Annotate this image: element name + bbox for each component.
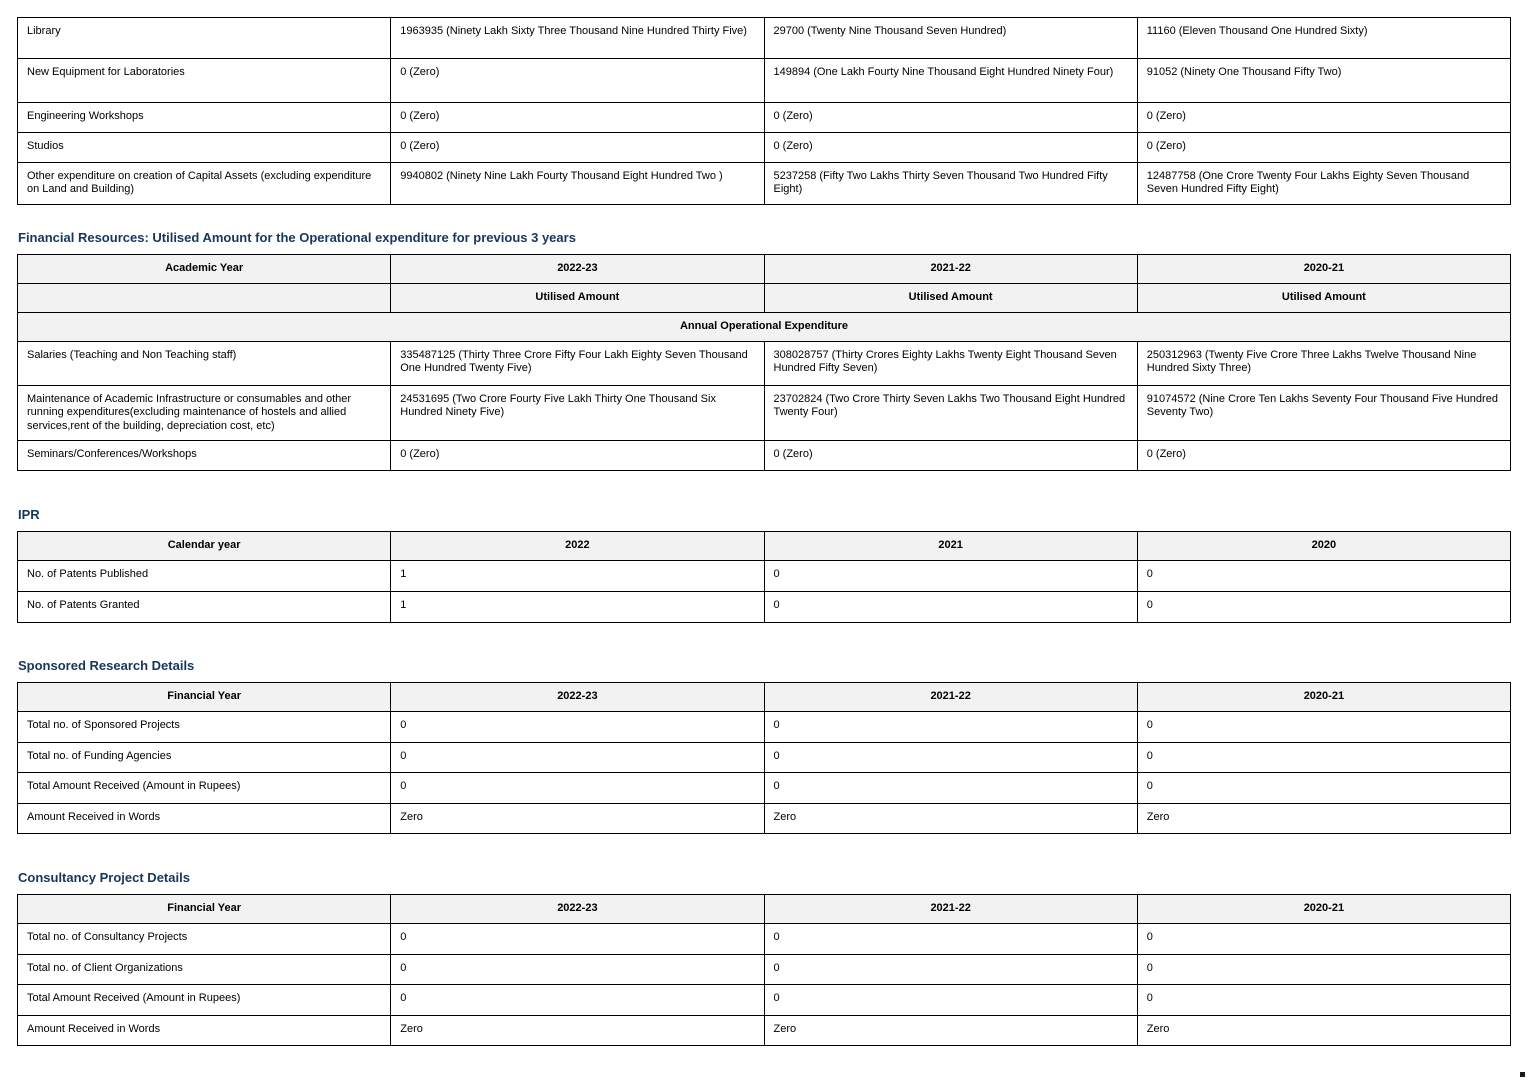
value-cell: 0 — [764, 743, 1137, 773]
header-row — [18, 532, 1511, 561]
row-label-cell: Engineering Workshops — [18, 103, 391, 133]
value-cell: 0 (Zero) — [1137, 103, 1510, 133]
column-header-cell: Financial Year — [18, 683, 391, 712]
table-row — [18, 955, 1511, 985]
column-header-cell: Calendar year — [18, 532, 391, 561]
group-header-cell: Annual Operational Expenditure — [18, 313, 1511, 342]
capital-assets-table — [17, 17, 1511, 205]
value-cell: 1963935 (Ninety Lakh Sixty Three Thousand Nine Hundred Thirty Five) — [391, 18, 764, 59]
table-row — [18, 59, 1511, 103]
table-row — [18, 342, 1511, 386]
value-cell: 0 (Zero) — [391, 133, 764, 163]
row-label-cell: Salaries (Teaching and Non Teaching staff) — [18, 342, 391, 386]
value-cell: 335487125 (Thirty Three Crore Fifty Four Lakh Eighty Seven Thousand One Hundred Twenty Five) — [391, 342, 764, 386]
row-label-cell: Total no. of Sponsored Projects — [18, 712, 391, 743]
section-heading-financial-resources: Financial Resources: Utilised Amount for the Operational expenditure for previous 3 years — [18, 230, 576, 245]
empty-header-cell — [18, 284, 391, 313]
value-cell: 0 (Zero) — [391, 441, 764, 471]
value-cell: 0 — [764, 712, 1137, 743]
value-cell: 0 — [391, 773, 764, 804]
value-cell: 0 — [1137, 985, 1510, 1016]
value-cell: Zero — [1137, 804, 1510, 834]
value-cell: 0 — [1137, 712, 1510, 743]
value-cell: 0 — [764, 985, 1137, 1016]
value-cell: 0 — [1137, 743, 1510, 773]
year-header-cell: 2020-21 — [1137, 255, 1510, 284]
row-label-cell: Maintenance of Academic Infrastructure or consumables and other running expenditures(excluding maintenance of hostels and allied services,rent of the building, depreciation cost, etc) — [18, 386, 391, 441]
value-cell: 0 (Zero) — [391, 59, 764, 103]
value-cell: 0 — [764, 924, 1137, 955]
section-heading-ipr: IPR — [18, 507, 40, 522]
operational-expenditure-table — [17, 254, 1511, 471]
header-row — [18, 683, 1511, 712]
section-heading-consultancy: Consultancy Project Details — [18, 870, 190, 885]
value-cell: 0 — [391, 924, 764, 955]
page-corner-artifact — [1520, 1072, 1525, 1077]
value-cell: 0 (Zero) — [764, 133, 1137, 163]
table-row — [18, 1016, 1511, 1046]
table-row — [18, 133, 1511, 163]
value-cell: 0 — [391, 955, 764, 985]
utilised-amount-header-cell: Utilised Amount — [1137, 284, 1510, 313]
year-header-cell: 2020-21 — [1137, 683, 1510, 712]
table-row — [18, 386, 1511, 441]
value-cell: 0 (Zero) — [1137, 133, 1510, 163]
year-header-cell: 2022 — [391, 532, 764, 561]
row-label-cell: No. of Patents Published — [18, 561, 391, 592]
value-cell: 91052 (Ninety One Thousand Fifty Two) — [1137, 59, 1510, 103]
sub-header-row — [18, 284, 1511, 313]
consultancy-project-table — [17, 894, 1511, 1046]
value-cell: 0 — [391, 712, 764, 743]
group-header-row — [18, 313, 1511, 342]
year-header-cell: 2022-23 — [391, 895, 764, 924]
value-cell: 29700 (Twenty Nine Thousand Seven Hundred) — [764, 18, 1137, 59]
year-header-cell: 2022-23 — [391, 683, 764, 712]
value-cell: Zero — [764, 804, 1137, 834]
row-label-cell: Studios — [18, 133, 391, 163]
column-header-cell: Financial Year — [18, 895, 391, 924]
ipr-table — [17, 531, 1511, 623]
value-cell: Zero — [391, 1016, 764, 1046]
row-label-cell: Other expenditure on creation of Capital Assets (excluding expenditure on Land and Building) — [18, 163, 391, 205]
header-row — [18, 895, 1511, 924]
year-header-cell: 2022-23 — [391, 255, 764, 284]
header-row — [18, 255, 1511, 284]
value-cell: 11160 (Eleven Thousand One Hundred Sixty) — [1137, 18, 1510, 59]
value-cell: 0 — [391, 743, 764, 773]
value-cell: 0 — [1137, 773, 1510, 804]
table-row — [18, 561, 1511, 592]
row-label-cell: Amount Received in Words — [18, 804, 391, 834]
row-label-cell: Total no. of Consultancy Projects — [18, 924, 391, 955]
year-header-cell: 2020-21 — [1137, 895, 1510, 924]
table-row — [18, 712, 1511, 743]
value-cell: 0 — [764, 773, 1137, 804]
value-cell: 0 — [391, 985, 764, 1016]
value-cell: 1 — [391, 561, 764, 592]
table-row — [18, 773, 1511, 804]
year-header-cell: 2021-22 — [764, 255, 1137, 284]
row-label-cell: Library — [18, 18, 391, 59]
row-label-cell: New Equipment for Laboratories — [18, 59, 391, 103]
table-row — [18, 441, 1511, 471]
value-cell: 12487758 (One Crore Twenty Four Lakhs Eighty Seven Thousand Seven Hundred Fifty Eight) — [1137, 163, 1510, 205]
row-label-cell: Total no. of Funding Agencies — [18, 743, 391, 773]
value-cell: 0 (Zero) — [764, 103, 1137, 133]
value-cell: 23702824 (Two Crore Thirty Seven Lakhs Two Thousand Eight Hundred Twenty Four) — [764, 386, 1137, 441]
value-cell: 0 (Zero) — [1137, 441, 1510, 471]
section-heading-sponsored: Sponsored Research Details — [18, 658, 195, 673]
row-label-cell: Total Amount Received (Amount in Rupees) — [18, 985, 391, 1016]
utilised-amount-header-cell: Utilised Amount — [391, 284, 764, 313]
year-header-cell: 2021-22 — [764, 895, 1137, 924]
value-cell: Zero — [391, 804, 764, 834]
value-cell: 9940802 (Ninety Nine Lakh Fourty Thousand Eight Hundred Two ) — [391, 163, 764, 205]
table-row — [18, 743, 1511, 773]
value-cell: 91074572 (Nine Crore Ten Lakhs Seventy Four Thousand Five Hundred Seventy Two) — [1137, 386, 1510, 441]
row-label-cell: Total no. of Client Organizations — [18, 955, 391, 985]
table-row — [18, 18, 1511, 59]
value-cell: 5237258 (Fifty Two Lakhs Thirty Seven Thousand Two Hundred Fifty Eight) — [764, 163, 1137, 205]
value-cell: Zero — [1137, 1016, 1510, 1046]
row-label-cell: No. of Patents Granted — [18, 592, 391, 623]
value-cell: 0 (Zero) — [391, 103, 764, 133]
table-row — [18, 924, 1511, 955]
value-cell: 0 — [764, 955, 1137, 985]
table-row — [18, 163, 1511, 205]
year-header-cell: 2021-22 — [764, 683, 1137, 712]
sponsored-research-table — [17, 682, 1511, 834]
year-header-cell: 2020 — [1137, 532, 1510, 561]
column-header-cell: Academic Year — [18, 255, 391, 284]
value-cell: 0 — [1137, 561, 1510, 592]
utilised-amount-header-cell: Utilised Amount — [764, 284, 1137, 313]
value-cell: 1 — [391, 592, 764, 623]
row-label-cell: Amount Received in Words — [18, 1016, 391, 1046]
value-cell: 24531695 (Two Crore Fourty Five Lakh Thirty One Thousand Six Hundred Ninety Five) — [391, 386, 764, 441]
row-label-cell: Seminars/Conferences/Workshops — [18, 441, 391, 471]
value-cell: 0 — [1137, 955, 1510, 985]
table-row — [18, 985, 1511, 1016]
value-cell: 0 (Zero) — [764, 441, 1137, 471]
value-cell: 0 — [764, 561, 1137, 592]
table-row — [18, 804, 1511, 834]
table-row — [18, 103, 1511, 133]
value-cell: 0 — [1137, 924, 1510, 955]
value-cell: Zero — [764, 1016, 1137, 1046]
value-cell: 0 — [764, 592, 1137, 623]
value-cell: 0 — [1137, 592, 1510, 623]
value-cell: 149894 (One Lakh Fourty Nine Thousand Eight Hundred Ninety Four) — [764, 59, 1137, 103]
value-cell: 308028757 (Thirty Crores Eighty Lakhs Twenty Eight Thousand Seven Hundred Fifty Seven) — [764, 342, 1137, 386]
table-row — [18, 592, 1511, 623]
value-cell: 250312963 (Twenty Five Crore Three Lakhs Twelve Thousand Nine Hundred Sixty Three) — [1137, 342, 1510, 386]
row-label-cell: Total Amount Received (Amount in Rupees) — [18, 773, 391, 804]
year-header-cell: 2021 — [764, 532, 1137, 561]
